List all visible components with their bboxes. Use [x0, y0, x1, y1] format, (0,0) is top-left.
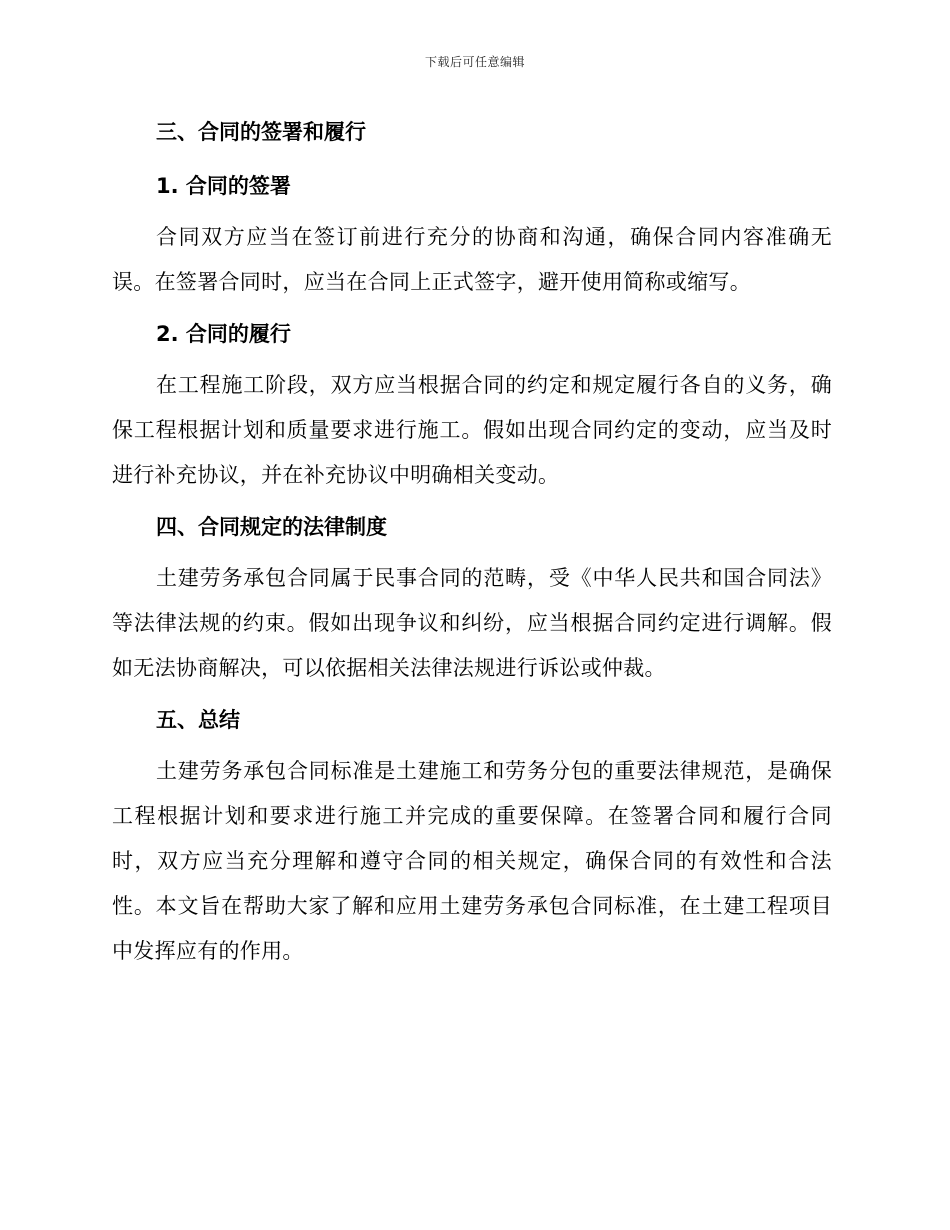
section-5-paragraph: 土建劳务承包合同标准是土建施工和劳务分包的重要法律规范，是确保工程根据计划和要求进行施工并完成的重要保障。在签署合同和履行合同时，双方应当充分理解和遵守合同的相关规定，确保合同的有效性和合法性。本文旨在帮助大家了解和应用土建劳务承包合同标准，在土建工程项目中发挥应有的作用。	[112, 759, 832, 963]
section-4-paragraph: 土建劳务承包合同属于民事合同的范畴，受《中华人民共和国合同法》等法律法规的约束。假如出现争议和纠纷，应当根据合同约定进行调解。假如无法协商解决，可以依据相关法律法规进行诉讼或仲裁。	[112, 566, 832, 680]
document-body	[112, 112, 832, 974]
subsection-2-title: 2. 合同的履行	[156, 322, 291, 346]
section-5-title: 五、总结	[156, 708, 240, 732]
section-3-title: 三、合同的签署和履行	[156, 120, 366, 144]
page-header: 下载后可任意编辑	[424, 55, 525, 69]
subsection-1-title: 1. 合同的签署	[156, 174, 291, 198]
section-4-title: 四、合同规定的法律制度	[156, 515, 387, 539]
subsection-2-paragraph: 在工程施工阶段，双方应当根据合同的约定和规定履行各自的义务，确保工程根据计划和质量要求进行施工。假如出现合同约定的变动，应当及时进行补充协议，并在补充协议中明确相关变动。	[112, 373, 832, 487]
subsection-1-paragraph: 合同双方应当在签订前进行充分的协商和沟通，确保合同内容准确无误。在签署合同时，应当在合同上正式签字，避开使用简称或缩写。	[112, 225, 832, 294]
